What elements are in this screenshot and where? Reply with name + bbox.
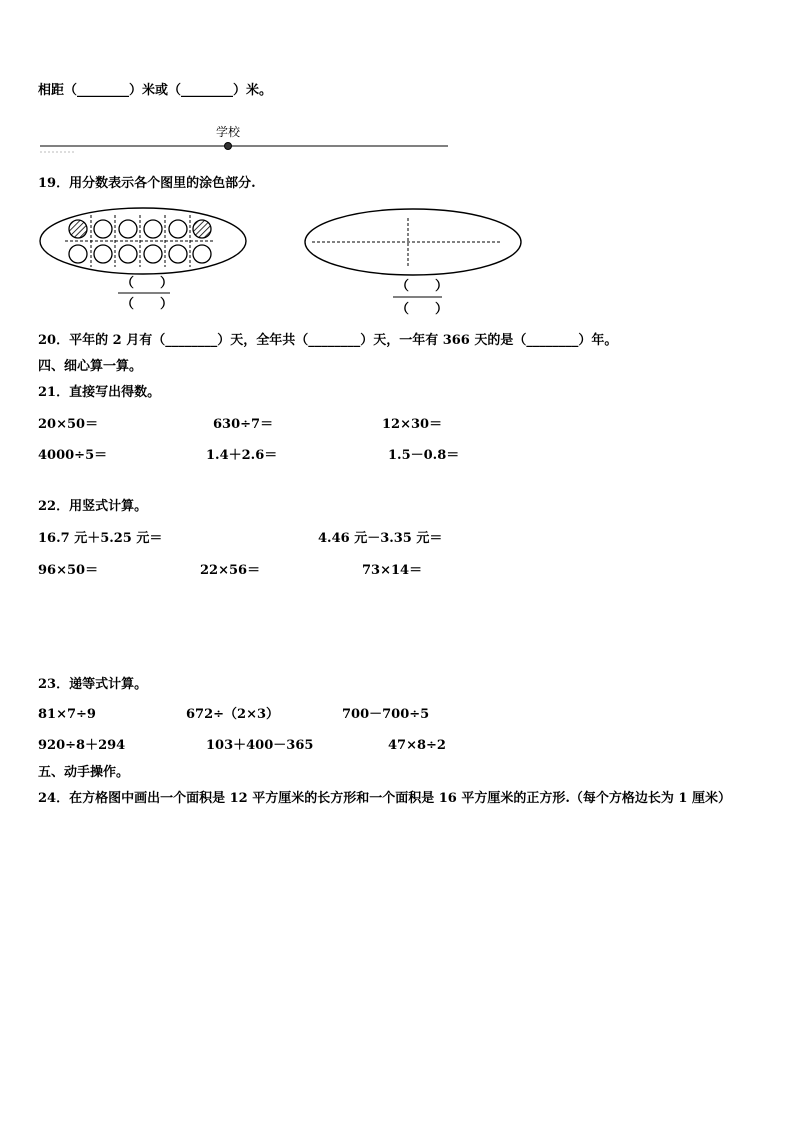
fraction-1-numerator[interactable]: （ ）	[121, 276, 174, 291]
figure-1-empty-circle	[119, 245, 137, 263]
q21-item: 1.4＋2.6＝	[206, 448, 278, 463]
q22-item: 96×50＝	[38, 563, 99, 578]
q24-text: 24．在方格图中画出一个面积是 12 平方厘米的长方形和一个面积是 16 平方厘米的正方形.（每个方格边长为 1 厘米）	[38, 791, 731, 806]
fraction-2-numerator[interactable]: （ ）	[396, 279, 449, 294]
q23-item: 103＋400－365	[206, 738, 314, 753]
figure-1-empty-circle	[169, 220, 187, 238]
q22-item: 4.46 元－3.35 元＝	[318, 531, 443, 546]
q22-item: 22×56＝	[200, 563, 261, 578]
q23-item: 920÷8＋294	[38, 738, 126, 753]
fraction-1-denominator[interactable]: （ ）	[121, 297, 174, 312]
figure-1-empty-circle	[193, 245, 211, 263]
q21-text: 21．直接写出得数。	[38, 385, 161, 400]
figure-1-empty-circle	[94, 245, 112, 263]
figure-1-shaded-circle	[193, 220, 211, 238]
q21-item: 20×50＝	[38, 417, 99, 432]
q20-text: 20．平年的 2 月有（________）天，全年共（________）天，一年有 366 天的是（________）年。	[38, 333, 618, 348]
q18-tail-text: 相距（________）米或（________）米。	[38, 83, 273, 98]
figure-1-empty-circle	[144, 245, 162, 263]
section-4-heading: 四、细心算一算。	[38, 359, 143, 374]
q21-item: 4000÷5＝	[38, 448, 108, 463]
figure-1-empty-circle	[144, 220, 162, 238]
q23-item: 672÷（2×3）	[186, 707, 280, 722]
q21-item: 1.5－0.8＝	[388, 448, 460, 463]
figure-1-shaded-circle	[69, 220, 87, 238]
figure-1-empty-circle	[69, 245, 87, 263]
figure-1-empty-circle	[169, 245, 187, 263]
school-label: 学校	[216, 125, 241, 139]
q23-item: 81×7÷9	[38, 707, 96, 722]
figure-1-empty-circle	[94, 220, 112, 238]
section-5-heading: 五、动手操作。	[38, 765, 130, 780]
q19-text: 19．用分数表示各个图里的涂色部分.	[38, 176, 256, 191]
figure-1-empty-circle	[119, 220, 137, 238]
q22-item: 16.7 元＋5.25 元＝	[38, 531, 163, 546]
q23-text: 23．递等式计算。	[38, 677, 148, 692]
q22-item: 73×14＝	[362, 563, 423, 578]
oval-2-dividers	[312, 218, 500, 266]
q23-item: 47×8÷2	[388, 738, 446, 753]
oval-1-dividers	[65, 215, 213, 267]
q21-item: 630÷7＝	[213, 417, 274, 432]
q23-item: 700－700÷5	[342, 707, 430, 722]
q22-text: 22．用竖式计算。	[38, 499, 148, 514]
fraction-2-denominator[interactable]: （ ）	[396, 302, 449, 317]
q21-item: 12×30＝	[382, 417, 443, 432]
